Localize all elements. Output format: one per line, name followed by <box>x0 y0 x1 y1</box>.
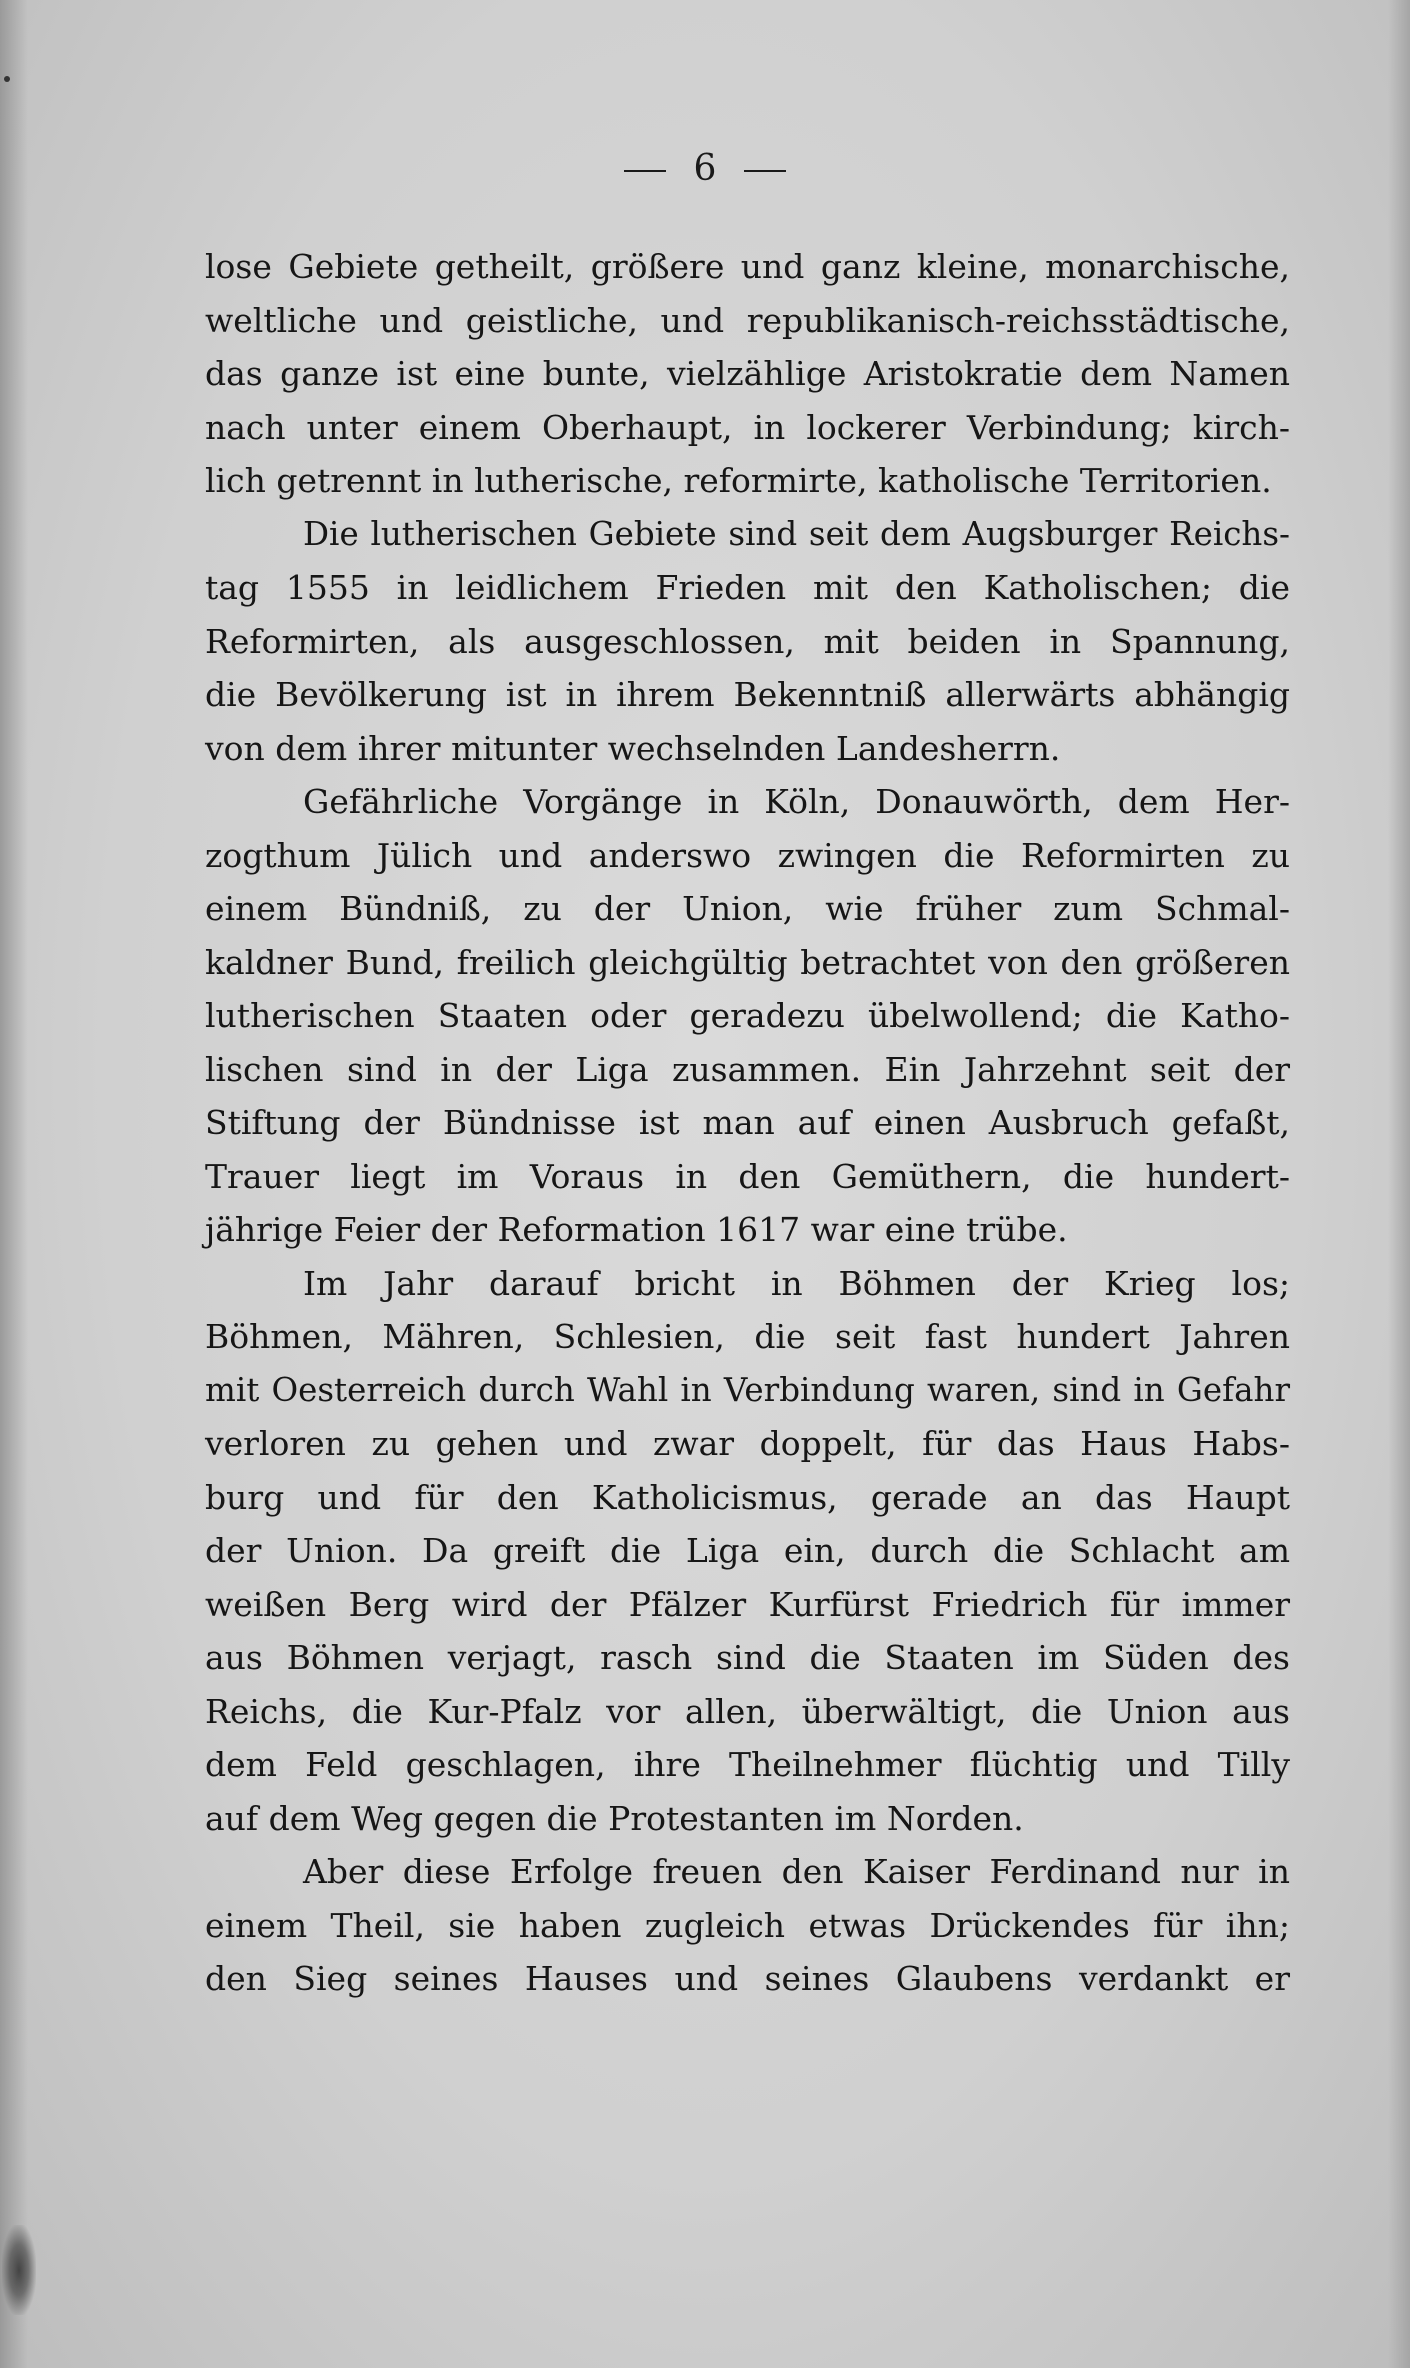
text-line: jährige Feier der Reformation 1617 war eine trübe. <box>205 1210 1068 1249</box>
text-line: mit Oesterreich durch Wahl in Verbindung waren, sind in Gefahr <box>205 1370 1290 1409</box>
text-line: lischen sind in der Liga zusammen. Ein Jahrzehnt seit der <box>205 1049 1290 1089</box>
text-line: Böhmen, Mähren, Schlesien, die seit fast hundert Jahren <box>205 1317 1290 1356</box>
text-line: Gefährliche Vorgänge in Köln, Donauwörth, dem Her- <box>303 782 1290 821</box>
text-line: aus Böhmen verjagt, rasch sind die Staaten im Süden des <box>205 1638 1290 1677</box>
text-line: Trauer liegt im Voraus in den Gemüthern, die hundert- <box>205 1156 1290 1196</box>
text-line: lose Gebiete getheilt, größere und ganz kleine, monarchische, <box>205 247 1290 286</box>
page-number-header <box>0 148 1410 189</box>
text-line: Stiftung der Bündnisse ist man auf einen Ausbruch gefaßt, <box>205 1103 1290 1142</box>
body-text <box>205 240 1290 2006</box>
text-line: Aber diese Erfolge freuen den Kaiser Ferdinand nur in <box>303 1852 1290 1891</box>
text-line: dem Feld geschlagen, ihre Theilnehmer flüchtig und Tilly <box>205 1745 1290 1784</box>
text-line: Im Jahr darauf bricht in Böhmen der Krieg los; <box>303 1263 1290 1303</box>
text-line: auf dem Weg gegen die Protestanten im Norden. <box>205 1798 1024 1838</box>
text-line: Reichs, die Kur-Pfalz vor allen, überwältigt, die Union aus <box>205 1691 1290 1731</box>
text-line: lutherischen Staaten oder geradezu übelwollend; die Katho- <box>205 996 1290 1035</box>
text-line: das ganze ist eine bunte, vielzählige Aristokratie dem Namen <box>205 354 1290 393</box>
page-edge-shadow-right <box>1388 0 1410 2368</box>
paragraph <box>205 1257 1290 1846</box>
page-number: 6 <box>693 148 717 189</box>
text-line: weltliche und geistliche, und republikanisch-reichsstädtische, <box>205 300 1290 340</box>
text-line: Die lutherischen Gebiete sind seit dem Augsburger Reichs- <box>303 514 1290 553</box>
text-line: kaldner Bund, freilich gleichgültig betrachtet von den größeren <box>205 942 1290 982</box>
page-smudge <box>2 2225 36 2315</box>
page-number-dash-right <box>744 170 786 172</box>
text-line: der Union. Da greift die Liga ein, durch die Schlacht am <box>205 1531 1290 1570</box>
page-number-dash-left <box>624 170 666 172</box>
text-line: einem Theil, sie haben zugleich etwas Drückendes für ihn; <box>205 1905 1290 1945</box>
text-line: weißen Berg wird der Pfälzer Kurfürst Friedrich für immer <box>205 1584 1290 1624</box>
text-line: zogthum Jülich und anderswo zwingen die Reformirten zu <box>205 835 1290 875</box>
text-line: einem Bündniß, zu der Union, wie früher zum Schmal- <box>205 889 1290 928</box>
text-line: von dem ihrer mitunter wechselnden Landesherrn. <box>205 728 1061 768</box>
page-edge-shadow-left <box>0 0 28 2368</box>
paragraph <box>205 508 1290 776</box>
paragraph <box>205 240 1290 508</box>
text-line: lich getrennt in lutherische, reformirte, katholische Territorien. <box>205 461 1272 500</box>
text-line: tag 1555 in leidlichem Frieden mit den Katholischen; die <box>205 568 1290 607</box>
text-line: verloren zu gehen und zwar doppelt, für das Haus Habs- <box>205 1424 1290 1463</box>
text-line: Reformirten, als ausgeschlossen, mit beiden in Spannung, <box>205 621 1290 661</box>
text-line: den Sieg seines Hauses und seines Glaubens verdankt er <box>205 1959 1290 1998</box>
ink-speck <box>4 76 10 82</box>
paragraph <box>205 1845 1290 2006</box>
paragraph <box>205 775 1290 1257</box>
text-line: burg und für den Katholicismus, gerade an das Haupt <box>205 1477 1290 1517</box>
text-line: nach unter einem Oberhaupt, in lockerer Verbindung; kirch- <box>205 407 1290 447</box>
text-line: die Bevölkerung ist in ihrem Bekenntniß allerwärts abhängig <box>205 675 1290 714</box>
